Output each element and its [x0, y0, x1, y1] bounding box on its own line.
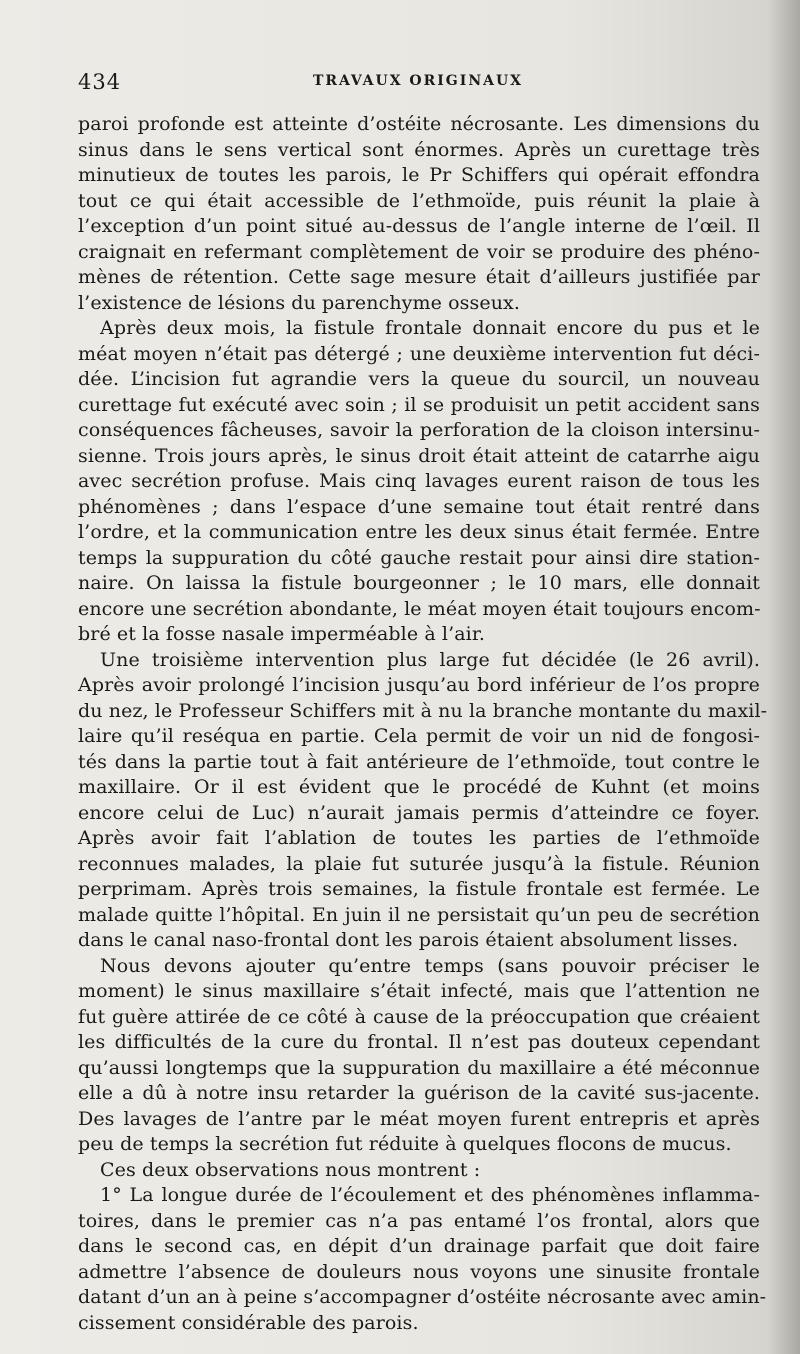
text-line: Après deux mois, la fistule frontale donnait encore du pus et le	[100, 317, 760, 339]
text-line: toires, dans le premier cas n’a pas entamé l’os frontal, alors que	[78, 1209, 760, 1232]
text-line: qu’aussi longtemps que la suppuration du maxillaire a été méconnue	[78, 1056, 760, 1079]
text-line: l’exception d’un point situé au-dessus de l’angle interne de l’œil. Il	[78, 215, 760, 237]
text-line: l’existence de lésions du parenchyme osseux.	[78, 291, 520, 314]
text-line: conséquences fâcheuses, savoir la perforation de la cloison intersinu-	[78, 419, 760, 441]
text-line: phénomènes ; dans l’espace d’une semaine tout était rentré dans	[78, 495, 760, 518]
text-line: datant d’un an à peine s’accompagner d’ostéite nécrosante avec amin-	[78, 1286, 767, 1308]
text-line: 1° La longue durée de l’écoulement et des phénomènes inflamma-	[100, 1184, 760, 1206]
text-line: Après avoir fait l’ablation de toutes les parties de l’ethmoïde	[78, 827, 760, 849]
text-line: malade quitte l’hôpital. En juin il ne persistait qu’un peu de secrétion	[78, 903, 760, 926]
text-line: du nez, le Professeur Schiffers mit à nu la branche montante du maxil-	[78, 699, 768, 722]
text-line: dans le second cas, en dépit d’un drainage parfait que doit faire	[78, 1235, 760, 1257]
text-line: sienne. Trois jours après, le sinus droit était atteint de catarrhe aigu	[78, 444, 760, 467]
text-line: laire qu’il reséqua en partie. Cela permit de voir un nid de fongosi-	[78, 725, 760, 747]
text-line: encore une secrétion abondante, le méat moyen était toujours encom-	[78, 597, 761, 620]
text-line: les difficultés de la cure du frontal. Il n’est pas douteux cependant	[78, 1031, 760, 1053]
text-line: admettre l’absence de douleurs nous voyons une sinusite frontale	[78, 1260, 760, 1283]
text-line: dée. L’incision fut agrandie vers la queue du sourcil, un nouveau	[78, 368, 760, 390]
text-line: peu de temps la secrétion fut réduite à quelques flocons de mucus.	[78, 1133, 732, 1155]
text-line: paroi profonde est atteinte d’ostéite nécrosante. Les dimensions du	[78, 113, 760, 135]
text-line: bré et la fosse nasale imperméable à l’air.	[78, 623, 486, 645]
page-header	[78, 70, 758, 100]
text-line: dans le canal naso-frontal dont les parois étaient absolument lisses.	[78, 929, 739, 951]
text-line: cissement considérable des parois.	[78, 1311, 419, 1334]
text-line: avec secrétion profuse. Mais cinq lavages eurent raison de tous les	[78, 470, 760, 492]
text-line: méat moyen n’était pas détergé ; une deuxième intervention fut déci-	[78, 342, 760, 365]
text-line: Après avoir prolongé l’incision jusqu’au bord inférieur de l’os propre	[78, 674, 760, 696]
text-line: fut guère attirée de ce côté à cause de la préoccupation que créaient	[78, 1005, 760, 1028]
text-line: sinus dans le sens vertical sont énormes. Après un curettage très	[78, 138, 760, 161]
text-line: elle a dû à notre insu retarder la guérison de la cavité sus-jacente.	[78, 1082, 760, 1104]
text-line: mènes de rétention. Cette sage mesure était d’ailleurs justifiée par	[78, 266, 760, 288]
text-line: perprimam. Après trois semaines, la fistule frontale est fermée. Le	[78, 878, 760, 900]
text-line: temps la suppuration du côté gauche restait pour ainsi dire station-	[78, 546, 760, 569]
text-line: curettage fut exécuté avec soin ; il se produisit un petit accident sans	[78, 393, 760, 416]
text-line: encore celui de Luc) n’aurait jamais permis d’atteindre ce foyer.	[78, 801, 760, 824]
page-number: 434	[78, 70, 122, 94]
text-line: minutieux de toutes les parois, le Pr Schiffers qui opérait effondra	[78, 164, 760, 186]
text-line: Une troisième intervention plus large fut décidée (le 26 avril).	[100, 648, 760, 671]
text-line: reconnues malades, la plaie fut suturée jusqu’à la fistule. Réunion	[78, 852, 760, 875]
text-line: Nous devons ajouter qu’entre temps (sans pouvoir préciser le	[100, 954, 760, 977]
text-line: naire. On laissa la fistule bourgeonner ; le 10 mars, elle donnait	[78, 572, 760, 594]
body-text	[78, 112, 768, 1336]
text-line: maxillaire. Or il est évident que le procédé de Kuhnt (et moins	[78, 776, 760, 798]
text-line: Ces deux observations nous montrent :	[100, 1158, 481, 1181]
text-line: moment) le sinus maxillaire s’était infecté, mais que l’attention ne	[78, 980, 760, 1002]
text-line: l’ordre, et la communication entre les deux sinus était fermée. Entre	[78, 521, 760, 543]
text-line: tout ce qui était accessible de l’ethmoïde, puis réunit la plaie à	[78, 189, 760, 212]
text-line: craignait en refermant complètement de voir se produire des phéno-	[78, 240, 760, 263]
text-line: tés dans la partie tout à fait antérieure de l’ethmoïde, tout contre le	[78, 750, 760, 773]
text-line: Des lavages de l’antre par le méat moyen furent entrepris et après	[78, 1107, 760, 1130]
running-title: TRAVAUX ORIGINAUX	[312, 73, 524, 89]
